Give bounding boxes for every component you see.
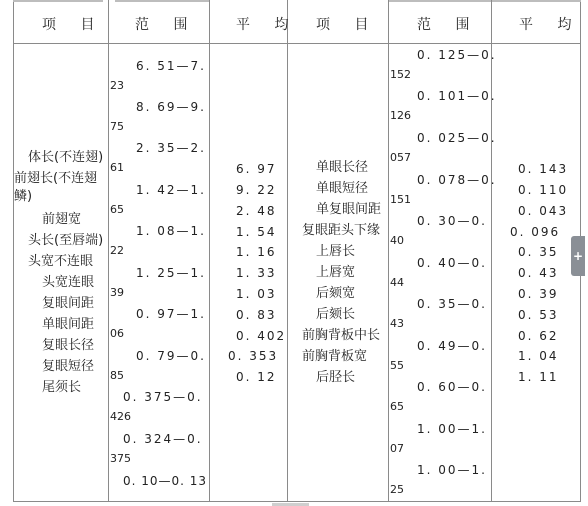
average-value: 6. 97 <box>236 162 277 176</box>
average-value: 1. 04 <box>518 349 559 363</box>
range-value: 0. 35—0. <box>417 297 487 311</box>
list-item: 单眼间距 <box>42 317 95 332</box>
list-item: 单眼长径 <box>316 160 369 175</box>
list-item: 复眼间距 <box>42 296 95 311</box>
range-value: 0. 97—1. <box>136 307 206 321</box>
average-value: 0. 43 <box>518 266 559 280</box>
range-value: 0. 375—0. <box>123 390 203 404</box>
range-value-wrap: 23 <box>110 79 124 92</box>
range-value: 0. 60—0. <box>417 380 487 394</box>
range-value: 2. 35—2. <box>136 141 206 155</box>
range-value-wrap: 151 <box>390 193 411 206</box>
range-value-wrap: 152 <box>390 68 411 81</box>
list-item: 头宽不连眼 <box>28 254 94 269</box>
range-value: 0. 324—0. <box>123 432 203 446</box>
header-range-right: 范 围 <box>417 17 480 33</box>
range-value: 8. 69—9. <box>136 100 206 114</box>
range-value: 0. 30—0. <box>417 214 487 228</box>
list-item: 前胸背板宽 <box>302 349 368 364</box>
header-average-left: 平 均 <box>236 17 299 33</box>
expand-side-button[interactable] <box>571 236 585 276</box>
header-item-left: 项 目 <box>42 17 105 33</box>
column-divider <box>287 0 288 502</box>
average-value: 0. 110 <box>518 183 569 197</box>
average-value: 0. 043 <box>518 204 569 218</box>
list-item: 单复眼间距 <box>316 202 382 217</box>
range-value-wrap: 65 <box>110 203 124 216</box>
list-item: 复眼短径 <box>42 359 95 374</box>
column-divider <box>108 0 109 502</box>
range-value-wrap: 25 <box>390 483 404 496</box>
header-range-left: 范 围 <box>135 17 198 33</box>
range-value-wrap: 057 <box>390 151 411 164</box>
list-item: 单眼短径 <box>316 181 369 196</box>
range-value: 1. 25—1. <box>136 266 206 280</box>
list-item: 体长(不连翅) <box>28 150 104 165</box>
list-item: 头宽连眼 <box>42 275 95 290</box>
list-item: 鳞) <box>14 189 33 204</box>
average-value: 1. 11 <box>518 370 559 384</box>
range-value: 6. 51—7. <box>136 59 206 73</box>
average-value: 0. 402 <box>236 329 287 343</box>
range-value-wrap: 44 <box>390 276 404 289</box>
list-item: 后胫长 <box>316 370 356 385</box>
average-value: 0. 353 <box>228 349 279 363</box>
average-value: 0. 35 <box>518 245 559 259</box>
range-value-wrap: 426 <box>110 410 131 423</box>
range-value: 0. 10—0. 13 <box>123 474 208 488</box>
list-item: 后颏宽 <box>316 286 356 301</box>
list-item: 前翅长(不连翅 <box>14 171 98 186</box>
average-value: 2. 48 <box>236 204 277 218</box>
range-value: 0. 40—0. <box>417 256 487 270</box>
range-value: 1. 00—1. <box>417 422 487 436</box>
header-item-right: 项 目 <box>316 17 379 33</box>
average-value: 1. 16 <box>236 245 277 259</box>
list-item: 后颏长 <box>316 307 356 322</box>
list-item: 复眼长径 <box>42 338 95 353</box>
range-value-wrap: 07 <box>390 442 404 455</box>
average-value: 0. 143 <box>518 162 569 176</box>
top-rule <box>388 0 581 2</box>
average-value: 0. 53 <box>518 308 559 322</box>
range-value: 0. 49—0. <box>417 339 487 353</box>
average-value: 0. 39 <box>518 287 559 301</box>
range-value-wrap: 375 <box>110 452 131 465</box>
column-divider <box>388 0 389 502</box>
column-divider <box>491 0 492 502</box>
header-average-right: 平 均 <box>519 17 582 33</box>
range-value-wrap: 22 <box>110 244 124 257</box>
list-item: 上唇宽 <box>316 265 356 280</box>
table-frame <box>13 0 584 502</box>
list-item: 头长(至唇端) <box>28 233 104 248</box>
range-value: 1. 42—1. <box>136 183 206 197</box>
list-item: 尾须长 <box>42 380 82 395</box>
average-value: 0. 12 <box>236 370 277 384</box>
average-value: 0. 096 <box>510 225 561 239</box>
range-value: 0. 79—0. <box>136 349 206 363</box>
range-value-wrap: 55 <box>390 359 404 372</box>
list-item: 前胸背板中长 <box>302 328 381 343</box>
list-item: 前翅宽 <box>42 212 82 227</box>
top-rule <box>13 0 103 2</box>
average-value: 9. 22 <box>236 183 277 197</box>
plus-icon: + <box>572 249 584 263</box>
header-divider <box>13 43 581 44</box>
average-value: 0. 62 <box>518 329 559 343</box>
top-rule <box>115 0 210 2</box>
range-value-wrap: 39 <box>110 286 124 299</box>
range-value-wrap: 06 <box>110 327 124 340</box>
range-value-wrap: 61 <box>110 161 124 174</box>
column-divider <box>209 0 210 502</box>
range-value-wrap: 75 <box>110 120 124 133</box>
range-value-wrap: 43 <box>390 317 404 330</box>
list-item: 复眼距头下缘 <box>302 223 381 238</box>
range-value-wrap: 40 <box>390 234 404 247</box>
range-value-wrap: 65 <box>390 400 404 413</box>
range-value-wrap: 126 <box>390 109 411 122</box>
range-value: 1. 08—1. <box>136 224 206 238</box>
average-value: 1. 54 <box>236 225 277 239</box>
range-value-wrap: 85 <box>110 369 124 382</box>
range-value: 1. 00—1. <box>417 463 487 477</box>
average-value: 1. 03 <box>236 287 277 301</box>
average-value: 0. 83 <box>236 308 277 322</box>
range-value: 0. 025—0. <box>417 131 497 145</box>
range-value: 0. 078—0. <box>417 173 497 187</box>
range-value: 0. 101—0. <box>417 89 497 103</box>
average-value: 1. 33 <box>236 266 277 280</box>
range-value: 0. 125—0. <box>417 48 497 62</box>
list-item: 上唇长 <box>316 244 356 259</box>
